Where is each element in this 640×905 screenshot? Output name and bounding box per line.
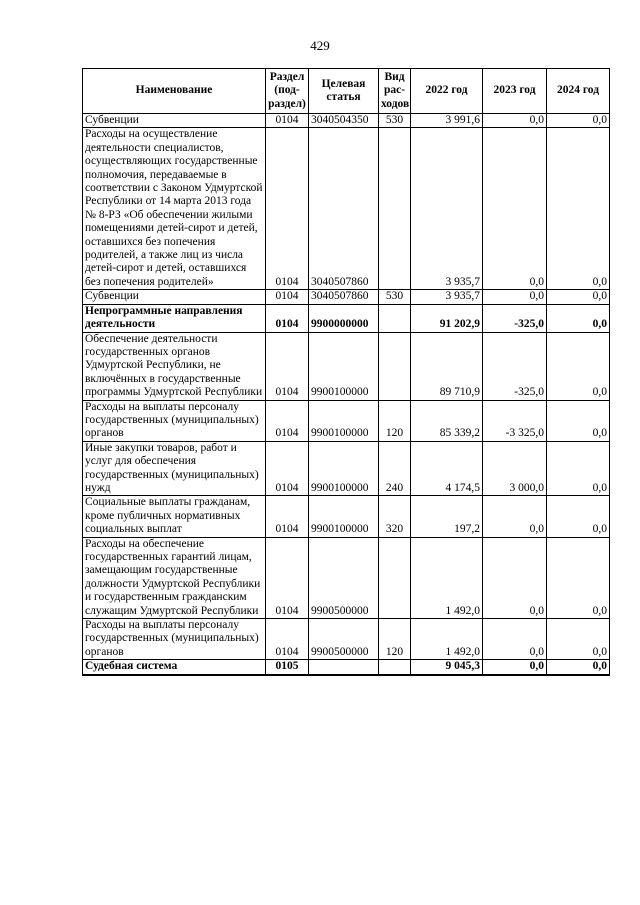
row-2023: 0,0: [483, 537, 547, 618]
row-target: 3040504350: [309, 114, 379, 128]
row-kind: 320: [379, 496, 411, 537]
row-2023: 3 000,0: [483, 441, 547, 496]
row-2022: 1 492,0: [411, 537, 483, 618]
row-kind: 120: [379, 400, 411, 441]
row-target: 9900100000: [309, 400, 379, 441]
row-2024: 0,0: [547, 537, 610, 618]
row-2022: 3 935,7: [411, 128, 483, 290]
row-2022: 3 991,6: [411, 114, 483, 128]
row-kind: [379, 128, 411, 290]
header-2024: 2024 год: [547, 69, 610, 114]
table-row: [83, 304, 610, 332]
row-2023: 0,0: [483, 128, 547, 290]
table-row: [83, 441, 610, 496]
table-row: [83, 496, 610, 537]
row-kind: [379, 304, 411, 332]
row-name: Непрограммные направления деятельности: [83, 304, 266, 332]
table-row: [83, 114, 610, 128]
row-name: Обеспечение деятельности государственных органов Удмуртской Республики, не включённых в государственные программы Удмуртской Республики: [83, 332, 266, 400]
budget-table: [82, 68, 610, 676]
row-target: 3040507860: [309, 128, 379, 290]
table-row: [83, 128, 610, 290]
row-name: Расходы на выплаты персоналу государственных (муниципальных) органов: [83, 619, 266, 660]
row-2023: 0,0: [483, 619, 547, 660]
row-target: 3040507860: [309, 290, 379, 304]
row-2024: 0,0: [547, 400, 610, 441]
row-kind: [379, 660, 411, 675]
row-name: Расходы на обеспечение государственных гарантий лицам, замещающим государственные должности Удмуртской Республики и государственным гражданским служащим Удмуртской Республики: [83, 537, 266, 618]
row-2023: -3 325,0: [483, 400, 547, 441]
row-2022: 4 174,5: [411, 441, 483, 496]
row-name: Субвенции: [83, 114, 266, 128]
row-2022: 1 492,0: [411, 619, 483, 660]
header-2022: 2022 год: [411, 69, 483, 114]
row-2023: 0,0: [483, 660, 547, 675]
header-target: Целевая статья: [309, 69, 379, 114]
row-section: 0104: [266, 128, 309, 290]
row-2022: 91 202,9: [411, 304, 483, 332]
row-2024: 0,0: [547, 304, 610, 332]
row-target: [309, 660, 379, 675]
page-number: 429: [310, 38, 330, 53]
row-section: 0105: [266, 660, 309, 675]
row-target: 9900000000: [309, 304, 379, 332]
row-2022: 3 935,7: [411, 290, 483, 304]
row-name: Иные закупки товаров, работ и услуг для обеспечения государственных (муниципальных) нужд: [83, 441, 266, 496]
row-section: 0104: [266, 400, 309, 441]
row-2024: 0,0: [547, 441, 610, 496]
table-row: [83, 290, 610, 304]
row-2022: 89 710,9: [411, 332, 483, 400]
table-row: [83, 537, 610, 618]
row-name: Судебная система: [83, 660, 266, 675]
row-target: 9900500000: [309, 619, 379, 660]
row-kind: 240: [379, 441, 411, 496]
row-target: 9900100000: [309, 496, 379, 537]
table-header-row: [83, 69, 610, 114]
row-section: 0104: [266, 290, 309, 304]
row-2023: 0,0: [483, 496, 547, 537]
row-2023: -325,0: [483, 304, 547, 332]
row-2024: 0,0: [547, 128, 610, 290]
row-kind: 530: [379, 290, 411, 304]
row-2024: 0,0: [547, 332, 610, 400]
row-target: 9900100000: [309, 332, 379, 400]
row-2022: 197,2: [411, 496, 483, 537]
row-2022: 85 339,2: [411, 400, 483, 441]
row-section: 0104: [266, 441, 309, 496]
row-section: 0104: [266, 304, 309, 332]
row-name: Расходы на выплаты персоналу государственных (муниципальных) органов: [83, 400, 266, 441]
row-section: 0104: [266, 332, 309, 400]
table-row: [83, 619, 610, 660]
row-2024: 0,0: [547, 660, 610, 675]
row-2024: 0,0: [547, 496, 610, 537]
row-2022: 9 045,3: [411, 660, 483, 675]
row-name: Социальные выплаты гражданам, кроме публичных нормативных социальных выплат: [83, 496, 266, 537]
row-name: Субвенции: [83, 290, 266, 304]
row-kind: [379, 332, 411, 400]
row-target: 9900500000: [309, 537, 379, 618]
row-kind: [379, 537, 411, 618]
header-kind: Вид рас- ходов: [379, 69, 411, 114]
row-section: 0104: [266, 619, 309, 660]
row-target: 9900100000: [309, 441, 379, 496]
row-2024: 0,0: [547, 290, 610, 304]
row-section: 0104: [266, 496, 309, 537]
row-kind: 120: [379, 619, 411, 660]
header-name: Наименование: [83, 69, 266, 114]
header-2023: 2023 год: [483, 69, 547, 114]
row-name: Расходы на осуществление деятельности специалистов, осуществляющих государственные полномочия, передаваемые в соответствии с Законом Удмуртской Республики от 14 марта 2013 года № 8-РЗ «Об обеспечении жилыми помещениями детей-сирот и детей, оставшихся без попечения родителей, а также лиц из числа детей-сирот и детей, оставшихся без попечения родителей»: [83, 128, 266, 290]
row-section: 0104: [266, 537, 309, 618]
row-2023: -325,0: [483, 332, 547, 400]
header-section: Раздел (под- раздел): [266, 69, 309, 114]
table-row: [83, 660, 610, 675]
row-2024: 0,0: [547, 114, 610, 128]
table-row: [83, 332, 610, 400]
row-2023: 0,0: [483, 114, 547, 128]
table-row: [83, 400, 610, 441]
row-section: 0104: [266, 114, 309, 128]
row-2023: 0,0: [483, 290, 547, 304]
row-kind: 530: [379, 114, 411, 128]
row-2024: 0,0: [547, 619, 610, 660]
